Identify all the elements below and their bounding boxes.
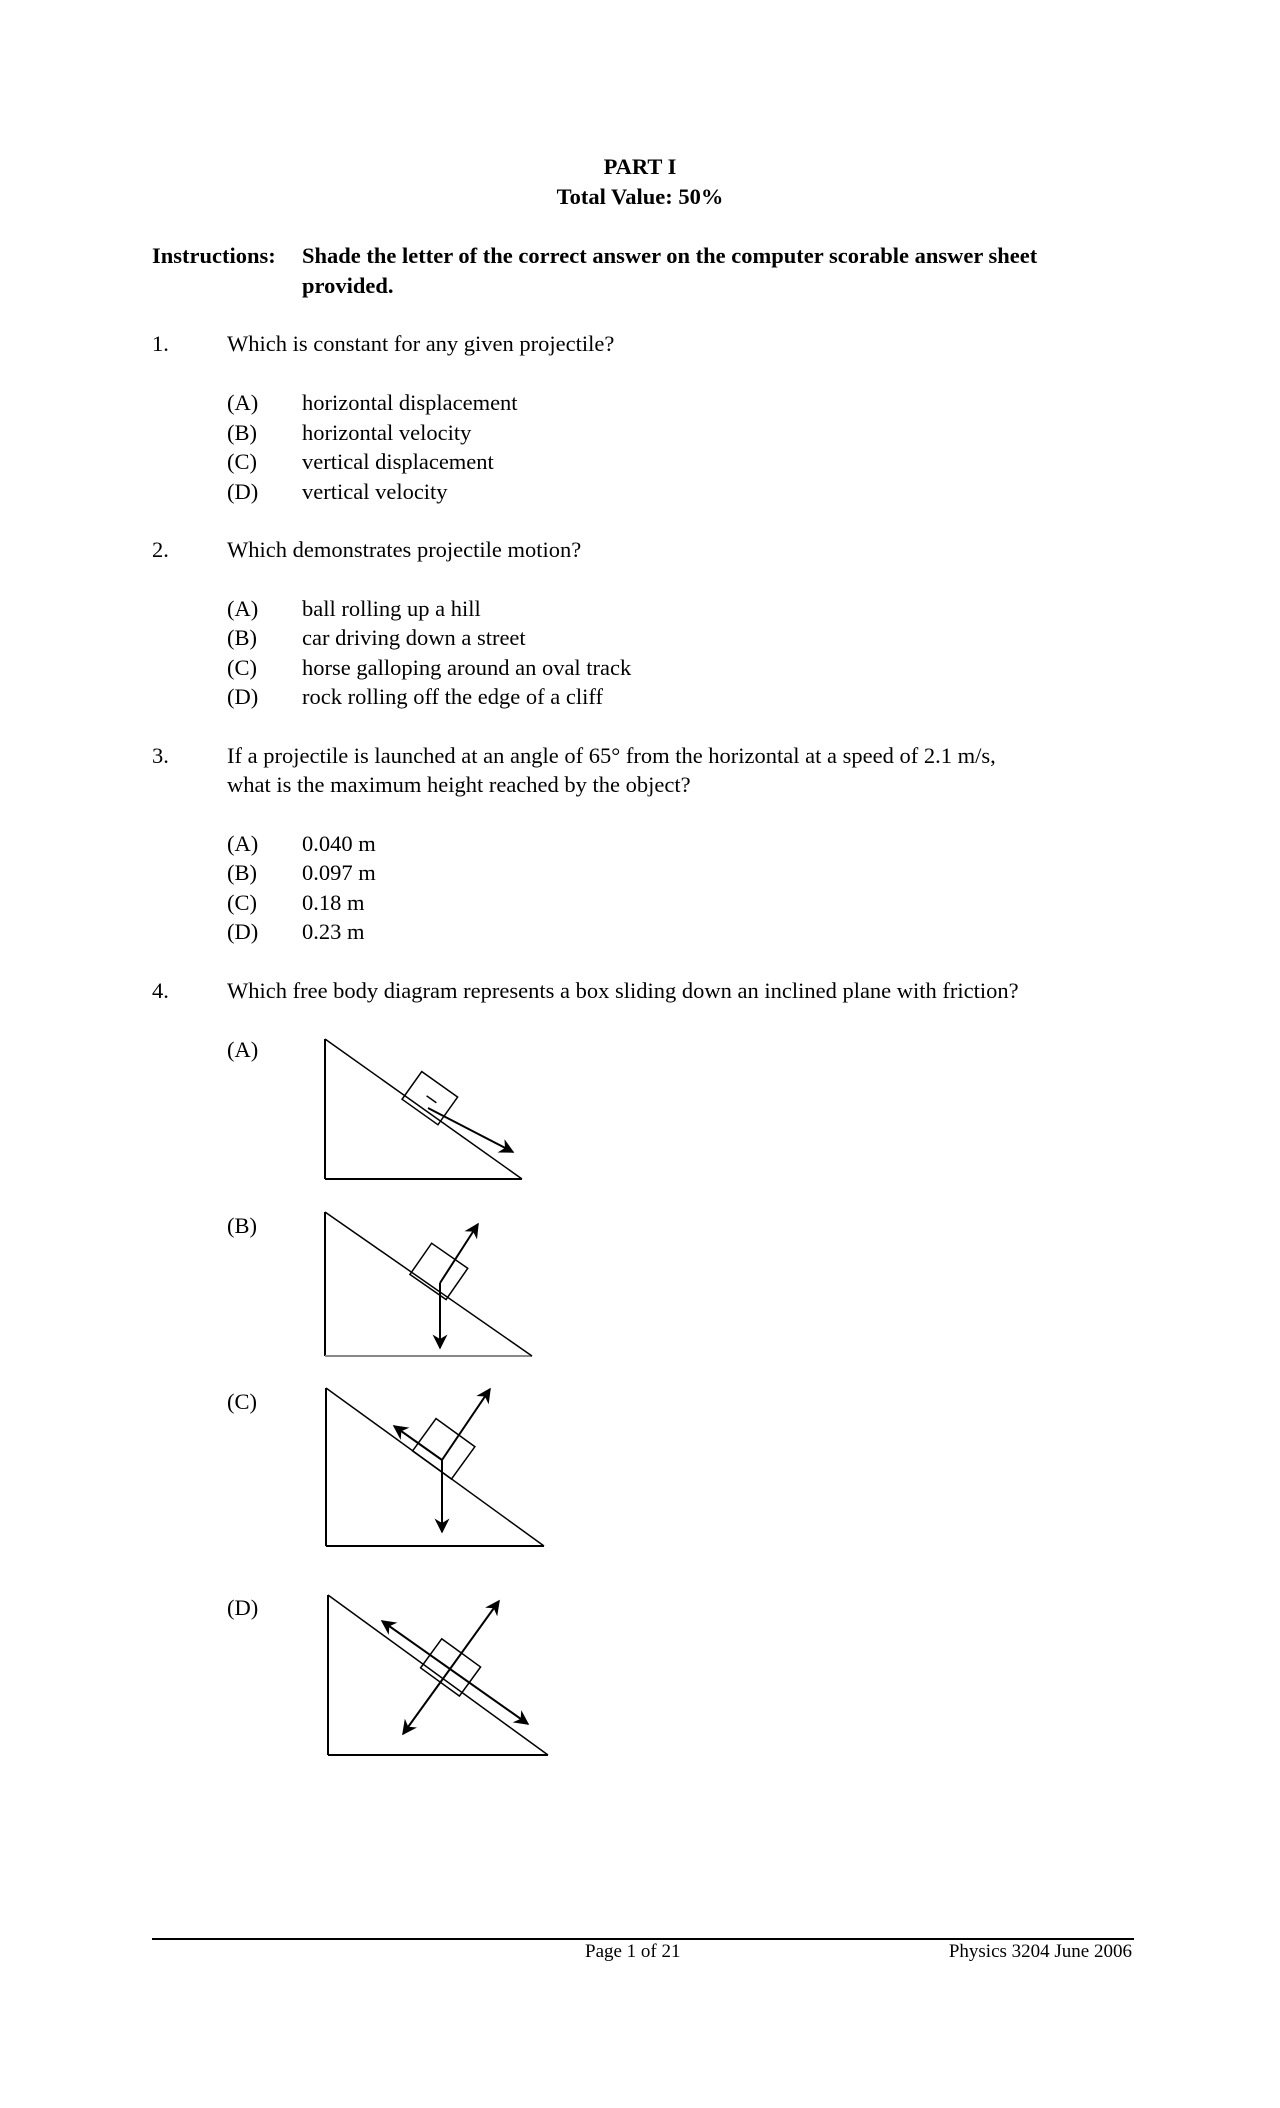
option-text: ball rolling up a hill [302,596,481,621]
option-letter[interactable]: (B) [227,860,257,885]
option-letter[interactable]: (B) [227,1213,257,1238]
question-number: 4. [152,978,169,1003]
page-number: Page 1 of 21 [585,1941,681,1962]
instructions-line-1: Shade the letter of the correct answer on the computer scorable answer sheet [302,243,1038,268]
option-text: vertical velocity [302,479,448,504]
option-letter[interactable]: (D) [227,479,259,504]
option-text: car driving down a street [302,625,526,650]
question-text-line-1: If a projectile is launched at an angle of 65° from the horizontal at a speed of 2.1 m/s, [227,743,996,768]
part-title: PART I [603,154,677,179]
option-letter[interactable]: (D) [227,1595,259,1620]
option-letter[interactable]: (B) [227,625,257,650]
question-text: Which demonstrates projectile motion? [227,537,582,562]
question-text: Which free body diagram represents a box sliding down an inclined plane with friction? [227,978,1019,1003]
question-text: Which is constant for any given projectile? [227,331,615,356]
option-text: 0.23 m [302,919,365,944]
course-label: Physics 3204 June 2006 [948,1941,1132,1962]
option-letter[interactable]: (C) [227,1389,257,1414]
option-text: horizontal displacement [302,390,518,415]
option-letter[interactable]: (C) [227,890,257,915]
option-letter[interactable]: (C) [227,655,257,680]
free-body-diagram-b [320,1208,540,1366]
question-number: 3. [152,743,169,768]
option-letter[interactable]: (A) [227,831,259,856]
option-letter[interactable]: (A) [227,1037,259,1062]
option-text: rock rolling off the edge of a cliff [302,684,603,709]
option-letter[interactable]: (A) [227,390,259,415]
option-text: 0.18 m [302,890,365,915]
option-letter[interactable]: (D) [227,919,259,944]
option-letter[interactable]: (D) [227,684,259,709]
free-body-diagram-a [320,1035,530,1185]
option-text: 0.097 m [302,860,376,885]
option-text: horse galloping around an oval track [302,655,632,680]
option-text: horizontal velocity [302,420,472,445]
option-letter[interactable]: (B) [227,420,257,445]
question-number: 2. [152,537,169,562]
question-number: 1. [152,331,169,356]
option-letter[interactable]: (C) [227,449,257,474]
free-body-diagram-c [320,1384,552,1552]
instructions-label: Instructions: [152,243,276,268]
question-text-line-2: what is the maximum height reached by the object? [227,772,691,797]
instructions-line-2: provided. [302,273,394,298]
total-value: Total Value: 50% [556,184,724,209]
option-letter[interactable]: (A) [227,596,259,621]
option-text: vertical displacement [302,449,494,474]
option-text: 0.040 m [302,831,376,856]
free-body-diagram-d [320,1591,555,1761]
